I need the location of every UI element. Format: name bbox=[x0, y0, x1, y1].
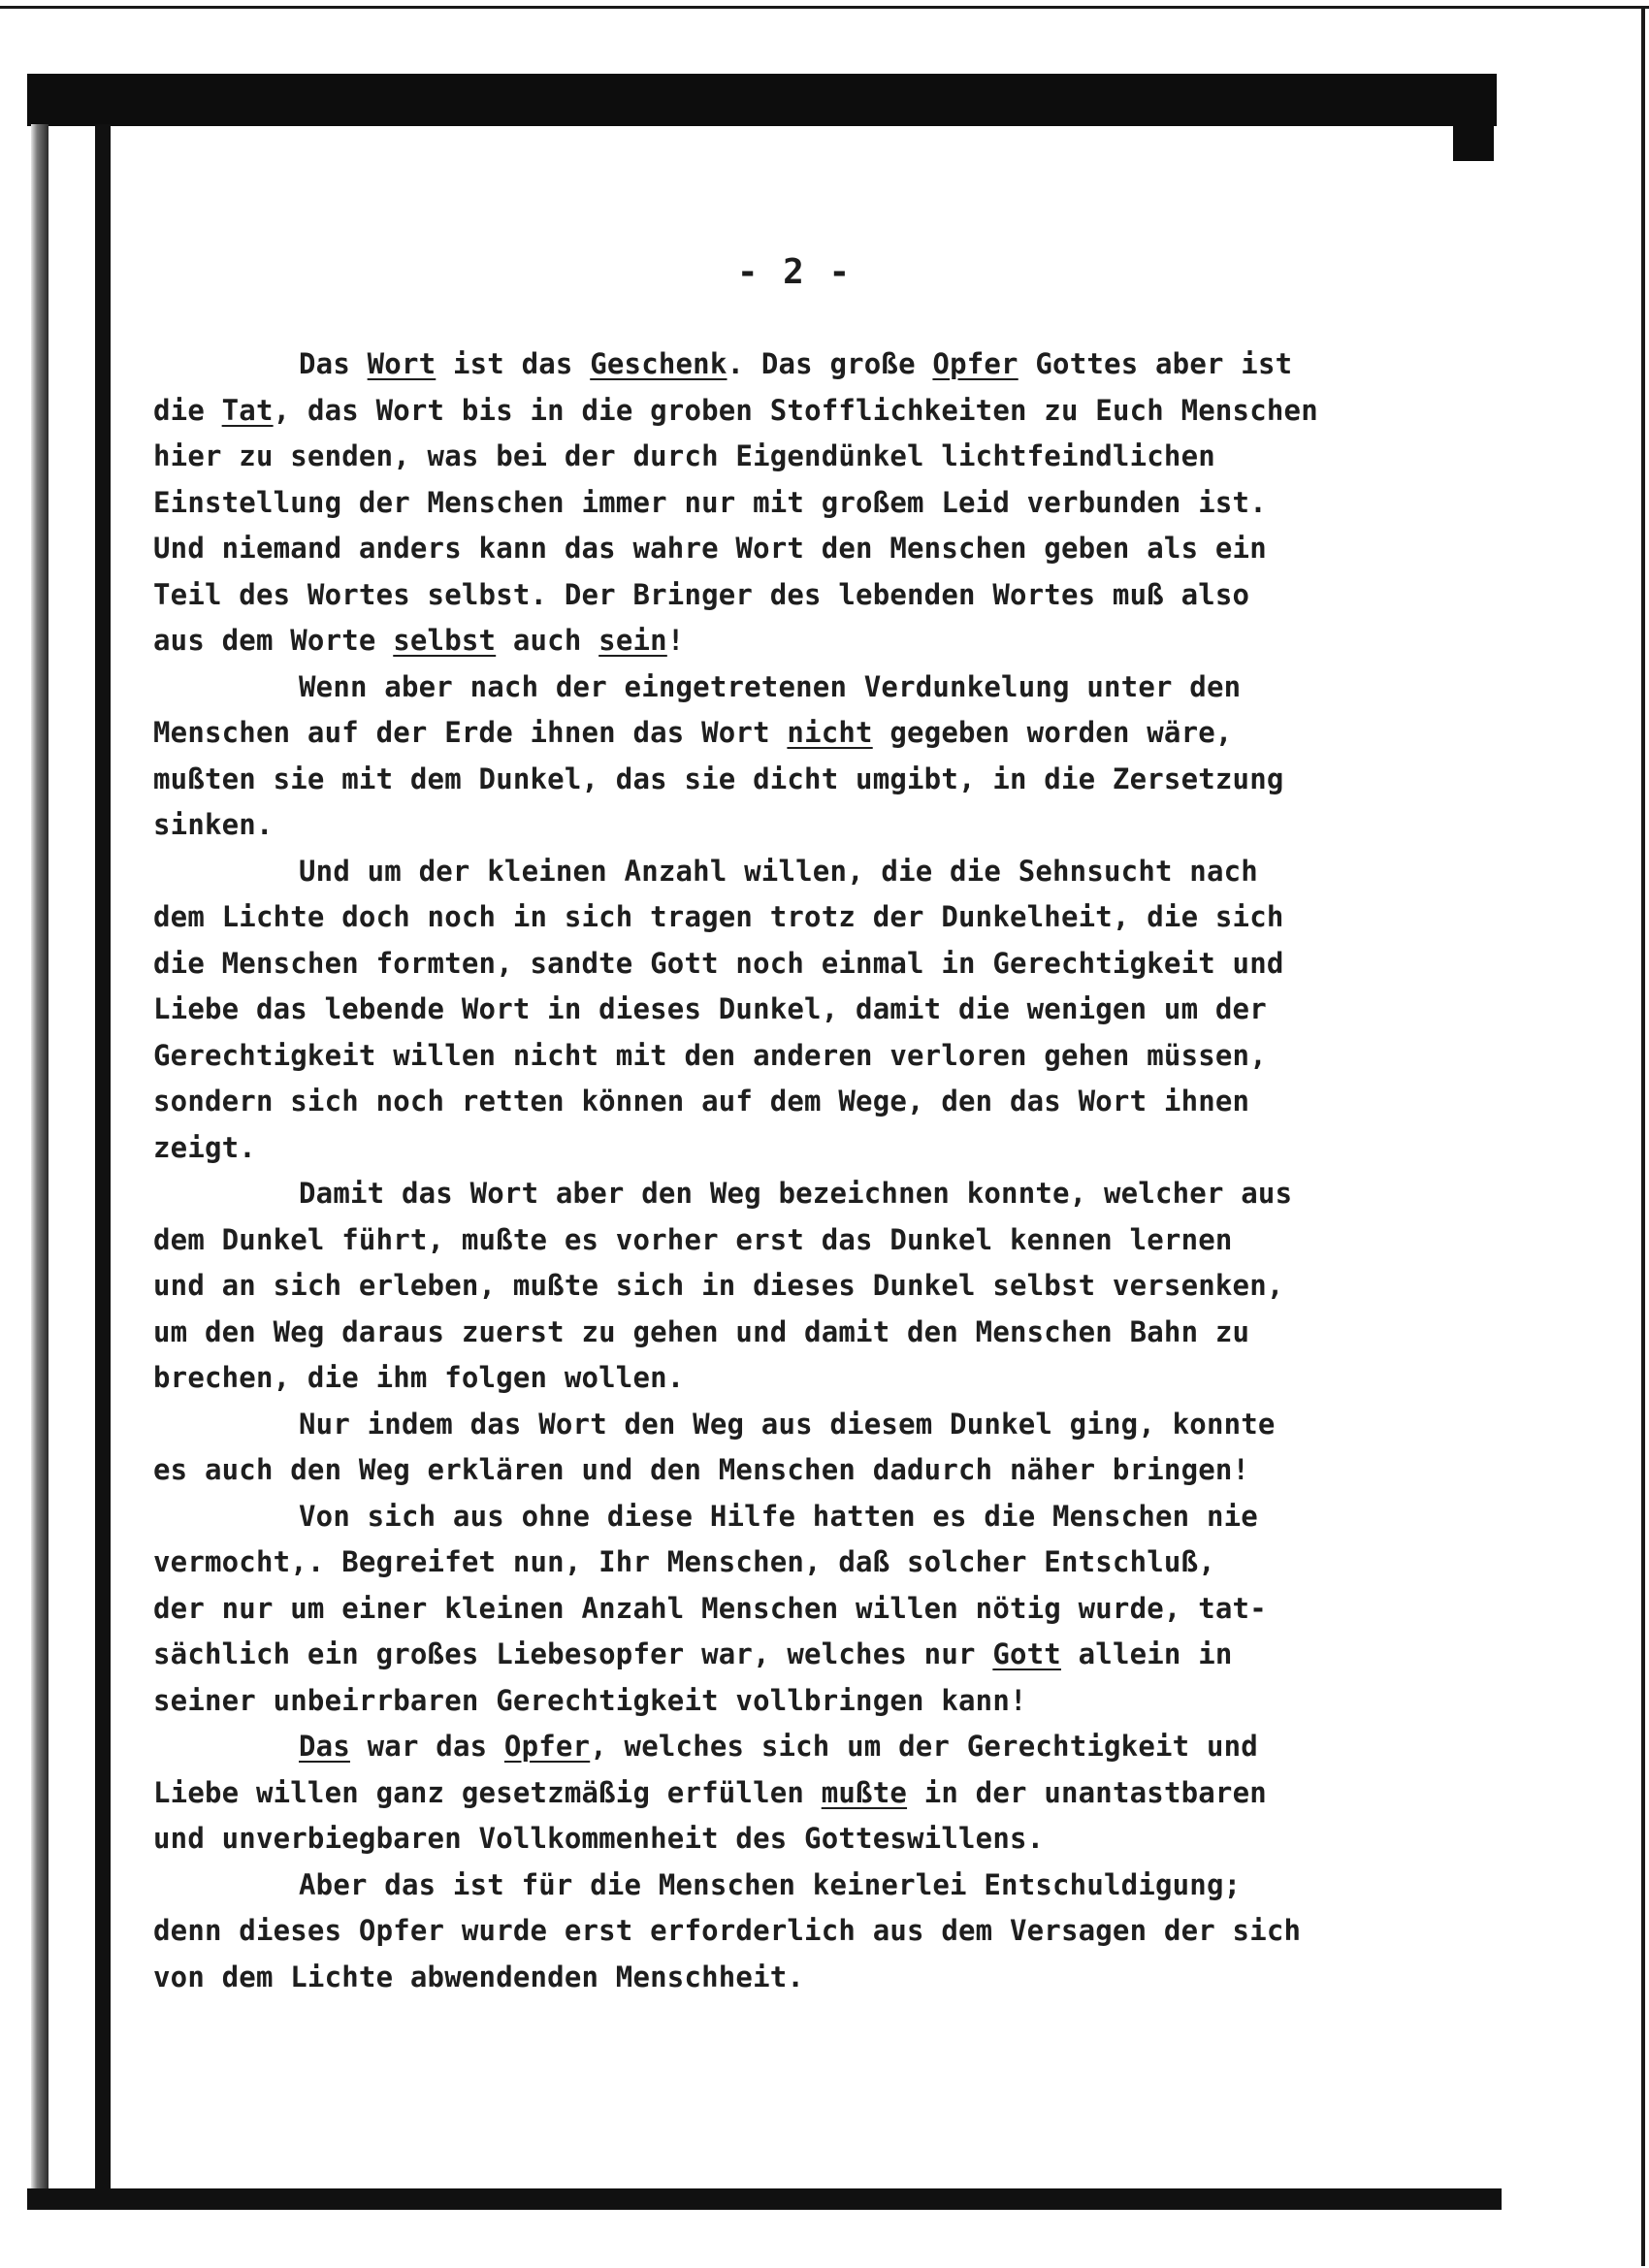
text-line bbox=[153, 434, 1463, 480]
text-run: , welches sich um der Gerechtigkeit und bbox=[590, 1730, 1258, 1763]
scan-border-corner bbox=[1453, 85, 1494, 161]
text-run: , das Wort bis in die groben Stofflichkeiten zu Euch Menschen bbox=[273, 393, 1318, 427]
text-run: ist das bbox=[436, 347, 591, 380]
text-run: sinken. bbox=[153, 808, 274, 841]
underlined-word: sein bbox=[598, 624, 667, 657]
text-line bbox=[153, 1678, 1463, 1725]
text-line bbox=[153, 1125, 1463, 1172]
text-run: Gerechtigkeit willen nicht mit den anderen verloren gehen müssen, bbox=[153, 1038, 1267, 1072]
text-run: die Menschen formten, sandte Gott noch einmal in Gerechtigkeit und bbox=[153, 946, 1284, 980]
text-line bbox=[153, 941, 1463, 988]
text-run: Und niemand anders kann das wahre Wort den Menschen geben als ein bbox=[153, 532, 1267, 565]
text-run: gegeben worden wäre, bbox=[872, 716, 1233, 749]
text-line bbox=[153, 1908, 1463, 1955]
scan-border-bottom bbox=[27, 2188, 1502, 2210]
text-line bbox=[153, 1310, 1463, 1356]
scan-border-left bbox=[95, 124, 111, 2195]
text-run: und an sich erleben, mußte sich in dieses Dunkel selbst versenken, bbox=[153, 1269, 1284, 1302]
page-number: - 2 - bbox=[736, 252, 853, 292]
text-run: es auch den Weg erklären und den Menschen dadurch näher bringen! bbox=[153, 1453, 1250, 1486]
text-line bbox=[153, 480, 1463, 527]
text-line bbox=[153, 1632, 1463, 1678]
underlined-word: Tat bbox=[221, 393, 274, 427]
text-line bbox=[153, 1079, 1463, 1125]
text-line bbox=[153, 1171, 1463, 1217]
text-run: . Das große bbox=[727, 347, 933, 380]
text-run: zeigt. bbox=[153, 1130, 256, 1164]
text-line bbox=[153, 1494, 1463, 1540]
text-run: allein in bbox=[1060, 1637, 1233, 1670]
underlined-word: Opfer bbox=[503, 1730, 591, 1763]
text-line bbox=[153, 1263, 1463, 1310]
text-line bbox=[153, 1355, 1463, 1402]
text-run: Damit das Wort aber den Weg bezeichnen konnte, welcher aus bbox=[299, 1177, 1293, 1210]
underlined-word: mußte bbox=[821, 1775, 908, 1809]
text-run: Gottes aber ist bbox=[1018, 347, 1293, 380]
text-line bbox=[153, 526, 1463, 572]
text-run: Nur indem das Wort den Weg aus diesem Dunkel ging, konnte bbox=[299, 1407, 1276, 1441]
text-line bbox=[153, 1217, 1463, 1264]
text-line bbox=[153, 664, 1463, 711]
text-line bbox=[153, 1033, 1463, 1080]
text-run: seiner unbeirrbaren Gerechtigkeit vollbringen kann! bbox=[153, 1683, 1027, 1717]
text-run: und unverbiegbaren Vollkommenheit des Gotteswillens. bbox=[153, 1822, 1045, 1855]
text-run: ! bbox=[666, 624, 685, 657]
scan-edge-right bbox=[1641, 6, 1645, 2266]
text-run: brechen, die ihm folgen wollen. bbox=[153, 1361, 685, 1394]
text-run: mußten sie mit dem Dunkel, das sie dicht umgibt, in die Zersetzung bbox=[153, 761, 1284, 795]
text-line bbox=[153, 1816, 1463, 1863]
text-line bbox=[153, 1770, 1463, 1817]
typewritten-page bbox=[111, 126, 1449, 2188]
text-line bbox=[153, 1402, 1463, 1448]
text-line bbox=[153, 1863, 1463, 1909]
text-run: auch bbox=[496, 624, 599, 657]
text-line bbox=[153, 1586, 1463, 1633]
text-run: Einstellung der Menschen immer nur mit großem Leid verbunden ist. bbox=[153, 485, 1267, 519]
text-run: aus dem Worte bbox=[153, 624, 394, 657]
scan-edge-top bbox=[0, 6, 1649, 9]
text-run: Teil des Wortes selbst. Der Bringer des lebenden Wortes muß also bbox=[153, 577, 1250, 611]
text-line bbox=[153, 1955, 1463, 2001]
text-run: hier zu senden, was bei der durch Eigendünkel lichtfeindlichen bbox=[153, 439, 1215, 472]
text-line bbox=[153, 987, 1463, 1033]
text-line bbox=[153, 894, 1463, 941]
text-run: um den Weg daraus zuerst zu gehen und damit den Menschen Bahn zu bbox=[153, 1314, 1250, 1348]
scan-binding-shadow bbox=[31, 124, 48, 2190]
scan-border-top bbox=[27, 74, 1497, 126]
text-run: dem Dunkel führt, mußte es vorher erst das Dunkel kennen lernen bbox=[153, 1222, 1233, 1256]
underlined-word: selbst bbox=[393, 624, 497, 657]
text-line bbox=[153, 1539, 1463, 1586]
underlined-word: nicht bbox=[787, 716, 873, 749]
text-run: die bbox=[153, 393, 222, 427]
underlined-word: Wort bbox=[367, 347, 436, 380]
text-run: in der unantastbaren bbox=[907, 1775, 1267, 1809]
text-line bbox=[153, 710, 1463, 757]
text-run: Aber das ist für die Menschen keinerlei Entschuldigung; bbox=[299, 1867, 1242, 1901]
text-line bbox=[153, 802, 1463, 849]
text-run: Von sich aus ohne diese Hilfe hatten es die Menschen nie bbox=[299, 1499, 1258, 1533]
text-run: vermocht,. Begreifet nun, Ihr Menschen, daß solcher Entschluß, bbox=[153, 1545, 1215, 1578]
text-run: der nur um einer kleinen Anzahl Menschen willen nötig wurde, tat- bbox=[153, 1591, 1267, 1625]
text-run: von dem Lichte abwendenden Menschheit. bbox=[153, 1960, 805, 1993]
text-run: war das bbox=[349, 1730, 504, 1763]
text-run: Menschen auf der Erde ihnen das Wort bbox=[153, 716, 788, 749]
text-line bbox=[153, 757, 1463, 803]
text-line bbox=[153, 1447, 1463, 1494]
text-line bbox=[153, 388, 1463, 435]
text-line bbox=[153, 849, 1463, 895]
underlined-word: Das bbox=[299, 1730, 350, 1763]
text-run: Wenn aber nach der eingetretenen Verdunkelung unter den bbox=[299, 669, 1242, 703]
text-line bbox=[153, 572, 1463, 619]
text-line bbox=[153, 1724, 1463, 1770]
text-line bbox=[153, 341, 1463, 388]
text-run: Das bbox=[299, 347, 368, 380]
text-run: dem Lichte doch noch in sich tragen trotz der Dunkelheit, die sich bbox=[153, 900, 1284, 933]
text-run: Liebe das lebende Wort in dieses Dunkel, damit die wenigen um der bbox=[153, 992, 1267, 1025]
text-run: sächlich ein großes Liebesopfer war, welches nur bbox=[153, 1637, 993, 1670]
underlined-word: Geschenk bbox=[590, 347, 728, 380]
text-run: Und um der kleinen Anzahl willen, die die Sehnsucht nach bbox=[299, 854, 1258, 888]
text-run: denn dieses Opfer wurde erst erforderlich aus dem Versagen der sich bbox=[153, 1914, 1302, 1947]
body-text bbox=[153, 341, 1463, 2000]
underlined-word: Gott bbox=[992, 1637, 1061, 1670]
text-run: sondern sich noch retten können auf dem Wege, den das Wort ihnen bbox=[153, 1085, 1250, 1118]
text-line bbox=[153, 618, 1463, 664]
underlined-word: Opfer bbox=[932, 347, 1018, 380]
text-run: Liebe willen ganz gesetzmäßig erfüllen bbox=[153, 1775, 822, 1809]
